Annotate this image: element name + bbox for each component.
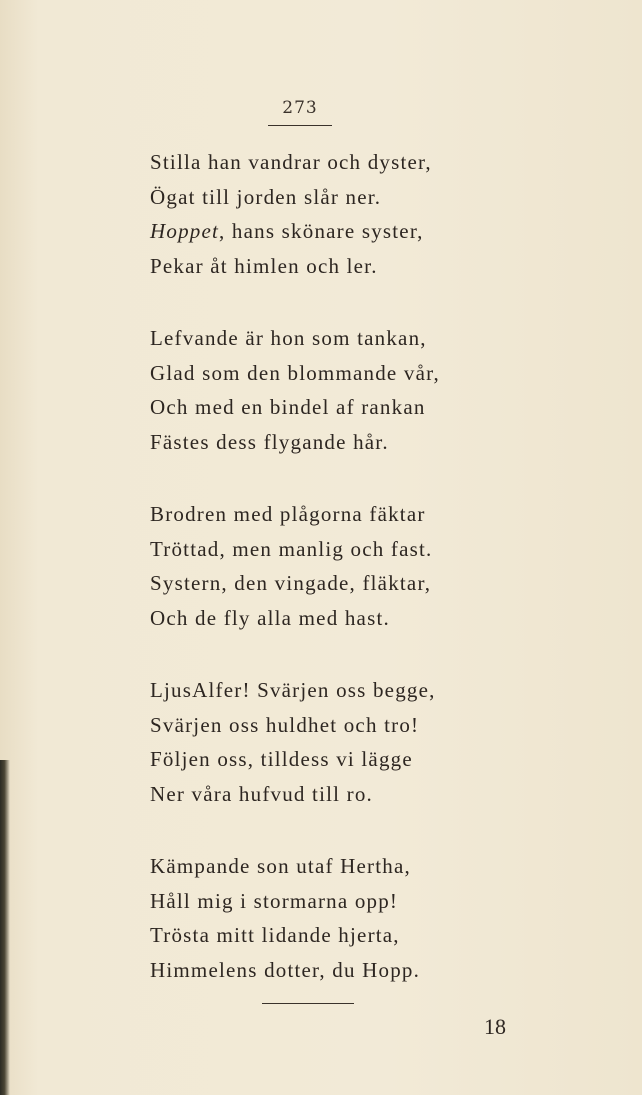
poem-line: Stilla han vandrar och dyster, [150,150,432,174]
signature-mark: 18 [484,1014,506,1039]
poem-line: LjusAlfer! Svärjen oss begge, [150,678,436,702]
stanza [150,145,530,283]
footer-rule [262,1003,354,1004]
poem-line: Svärjen oss huldhet och tro! [150,712,420,737]
poem-line: Systern, den vingade, fläktar, [150,571,432,595]
poem-line: Lefvande är hon som tankan, [150,326,427,350]
stanza-gap [150,811,530,849]
poem-line-rest: , hans skönare syster, [219,219,424,243]
poem-line: Glad som den blommande vår, [150,360,440,385]
poem-line: Kämpande son utaf Hertha, [150,854,411,878]
stanza [150,321,530,459]
stanza-gap [150,459,530,497]
poem-line: Och med en bindel af rankan [150,395,426,419]
poem-line: Följen oss, tilldess vi lägge [150,747,413,771]
poem-line: Himmelens dotter, du Hopp. [150,957,421,982]
stanza-gap [150,283,530,321]
stanza-gap [150,635,530,673]
poem [150,145,530,987]
stanza [150,849,530,987]
poem-line: Håll mig i stormarna opp! [150,888,399,913]
stanza [150,673,530,811]
poem-line [150,214,530,249]
poem-line: Trösta mitt lidande hjerta, [150,923,400,947]
page-number: 273 [282,98,318,118]
poem-line: Och de fly alla med hast. [150,605,390,630]
poem-line: Ögat till jorden slår ner. [150,184,382,209]
page-edge-shadow [0,760,10,1095]
page-number-rule [268,125,332,126]
stanza [150,497,530,635]
italic-word: Hoppet [150,219,220,243]
poem-line: Tröttad, men manlig och fast. [150,536,433,561]
poem-line: Pekar åt himlen och ler. [150,253,378,278]
poem-line: Brodren med plågorna fäktar [150,502,426,526]
poem-line: Fästes dess flygande hår. [150,429,389,454]
poem-line: Ner våra hufvud till ro. [150,781,373,806]
